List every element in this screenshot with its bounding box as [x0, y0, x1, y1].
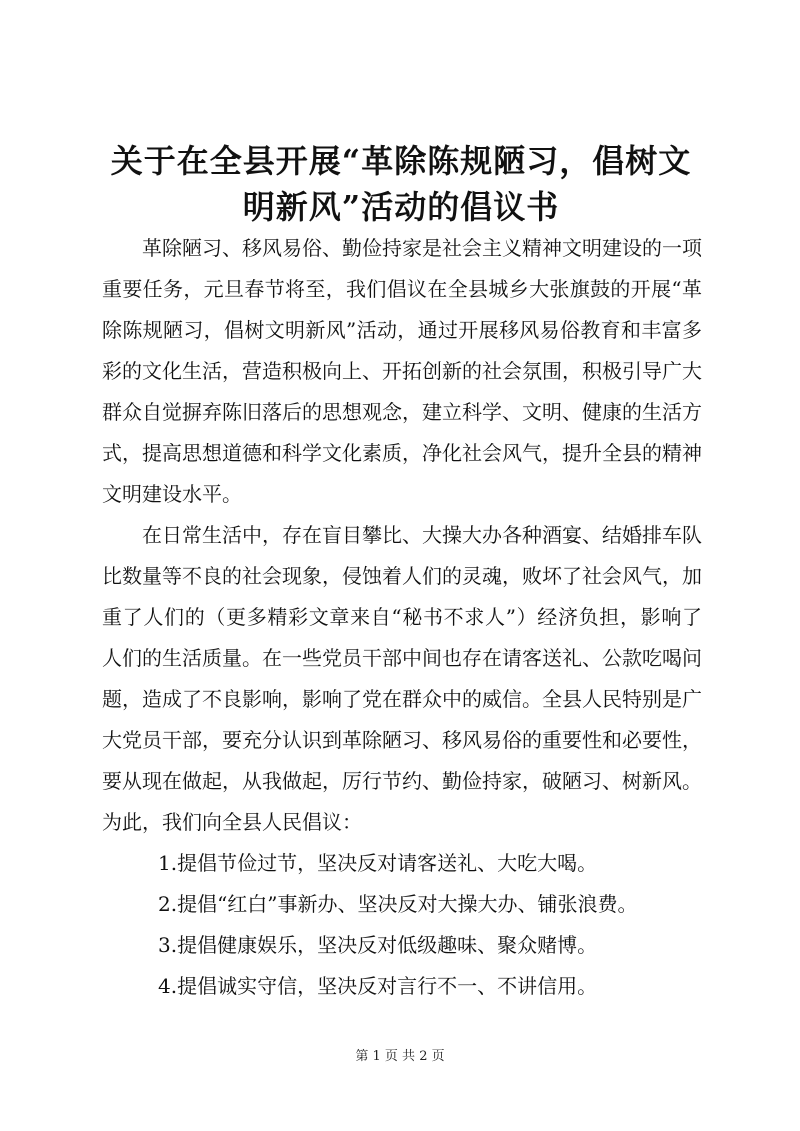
document-body [102, 228, 702, 1007]
proposal-item-4: 4.提倡诚实守信，坚决反对言行不一、不讲信用。 [158, 974, 598, 998]
proposal-item-1: 1.提倡节俭过节，坚决反对请客送礼、大吃大喝。 [158, 851, 598, 875]
proposal-item-2: 2.提倡“红白”事新办、坚决反对大操大办、铺张浪费。 [158, 892, 638, 916]
page-footer: 第 1 页 共 2 页 [355, 1049, 445, 1064]
paragraph-intro: 革除陋习、移风易俗、勤俭持家是社会主义精神文明建设的一项重要任务，元旦春节将至，我们倡议在全县城乡大张旗鼓的开展“革除陈规陋习，倡树文明新风”活动，通过开展移风易俗教育和丰富多彩的文化生活，营造积极向上、开拓创新的社会氛围，积极引导广大群众自觉摒弃陈旧落后的思想观念，建立科学、文明、健康的生活方式，提高思想道德和科学文化素质，净化社会风气，提升全县的精神文明建设水平。 [102, 236, 702, 506]
proposal-item-3: 3.提倡健康娱乐，坚决反对低级趣味、聚众赌博。 [158, 933, 598, 957]
document-title: 关于在全县开展“革除陈规陋习，倡树文明新风”活动的倡议书 [110, 142, 692, 226]
paragraph-problems: 在日常生活中，存在盲目攀比、大操大办各种酒宴、结婚排车队比数量等不良的社会现象，侵蚀着人们的灵魂，败坏了社会风气，加重了人们的（更多精彩文章来自“秘书不求人”）经济负担，影响了人们的生活质量。在一些党员干部中间也存在请客送礼、公款吃喝问题，造成了不良影响，影响了党在群众中的威信。全县人民特别是广大党员干部，要充分认识到革除陋习、移风易俗的重要性和必要性，要从现在做起，从我做起，厉行节约、勤俭持家，破陋习、树新风。为此，我们向全县人民倡议： [102, 523, 702, 834]
